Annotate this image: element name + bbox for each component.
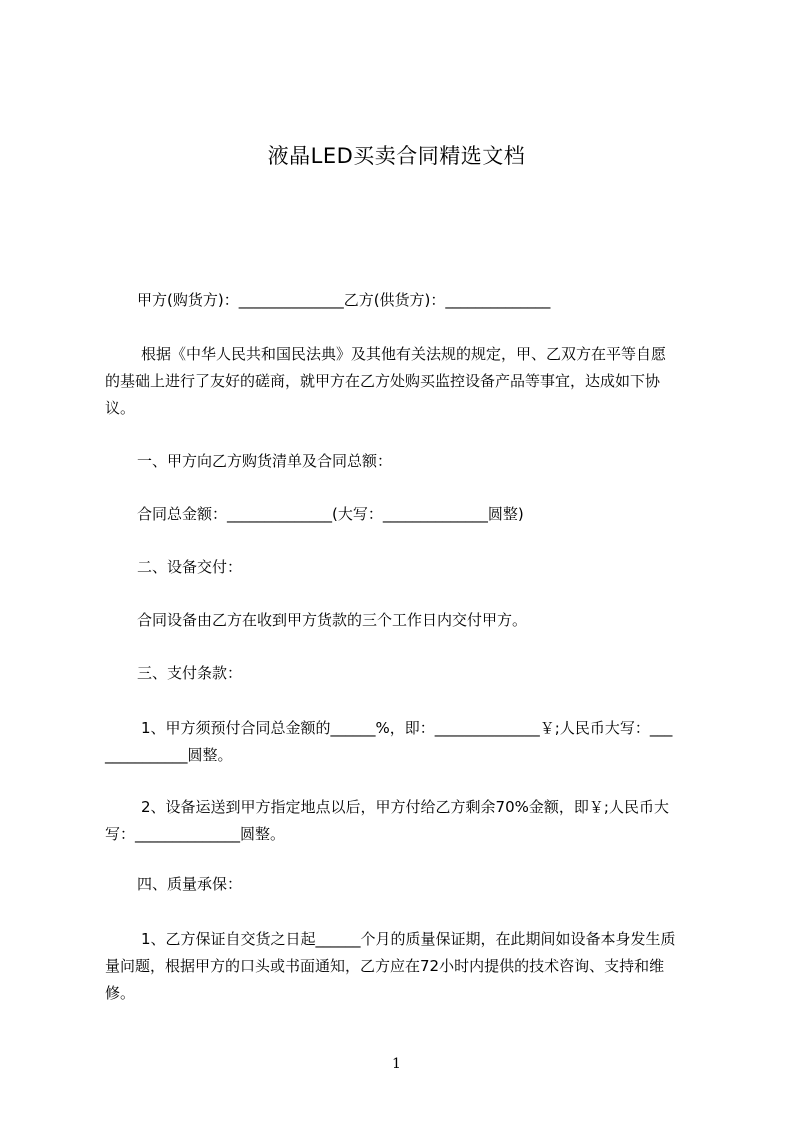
payment1-line-1: 1、甲方须预付合同总金额的______%，即：______________￥;人民币大写：___ — [141, 719, 673, 737]
section4-heading: 四、质量承保： — [137, 875, 243, 893]
section2-heading: 二、设备交付： — [137, 558, 243, 576]
payment2-line-1: 2、设备运送到甲方指定地点以后，甲方付给乙方剩余70%金额，即￥;人民币大 — [141, 798, 669, 816]
intro-paragraph — [105, 341, 705, 422]
payment2-line-2: 写：______________圆整。 — [105, 825, 286, 843]
section3-heading: 三、支付条款： — [137, 664, 243, 682]
page-number: 1 — [392, 1056, 401, 1072]
document-title: 液晶LED买卖合同精选文档 — [267, 144, 526, 168]
payment-clause-1 — [105, 715, 705, 769]
payment-clause-2 — [105, 794, 705, 848]
intro-line-3: 议。 — [105, 399, 136, 417]
intro-line-2: 的基础上进行了友好的磋商，就甲方在乙方处购买监控设备产品等事宜，达成如下协 — [105, 372, 661, 390]
delivery-text: 合同设备由乙方在收到甲方货款的三个工作日内交付甲方。 — [137, 611, 528, 629]
total-amount-line: 合同总金额：______________(大写：______________圆整) — [137, 505, 524, 523]
intro-line-1: 根据《中华人民共和国民法典》及其他有关法规的规定，甲、乙双方在平等自愿 — [141, 345, 667, 363]
quality-clause-1 — [105, 926, 705, 1007]
quality1-line-2: 量问题，根据甲方的口头或书面通知，乙方应在72小时内提供的技术咨询、支持和维 — [105, 957, 665, 975]
section1-heading: 一、甲方向乙方购货清单及合同总额： — [137, 452, 393, 470]
payment1-line-2: ___________圆整。 — [105, 746, 233, 764]
parties-line: 甲方(购货方)：______________乙方(供货方)：______________ — [137, 291, 551, 309]
quality1-line-1: 1、乙方保证自交货之日起______个月的质量保证期，在此期间如设备本身发生质 — [141, 930, 676, 948]
quality1-line-3: 修。 — [105, 984, 136, 1002]
